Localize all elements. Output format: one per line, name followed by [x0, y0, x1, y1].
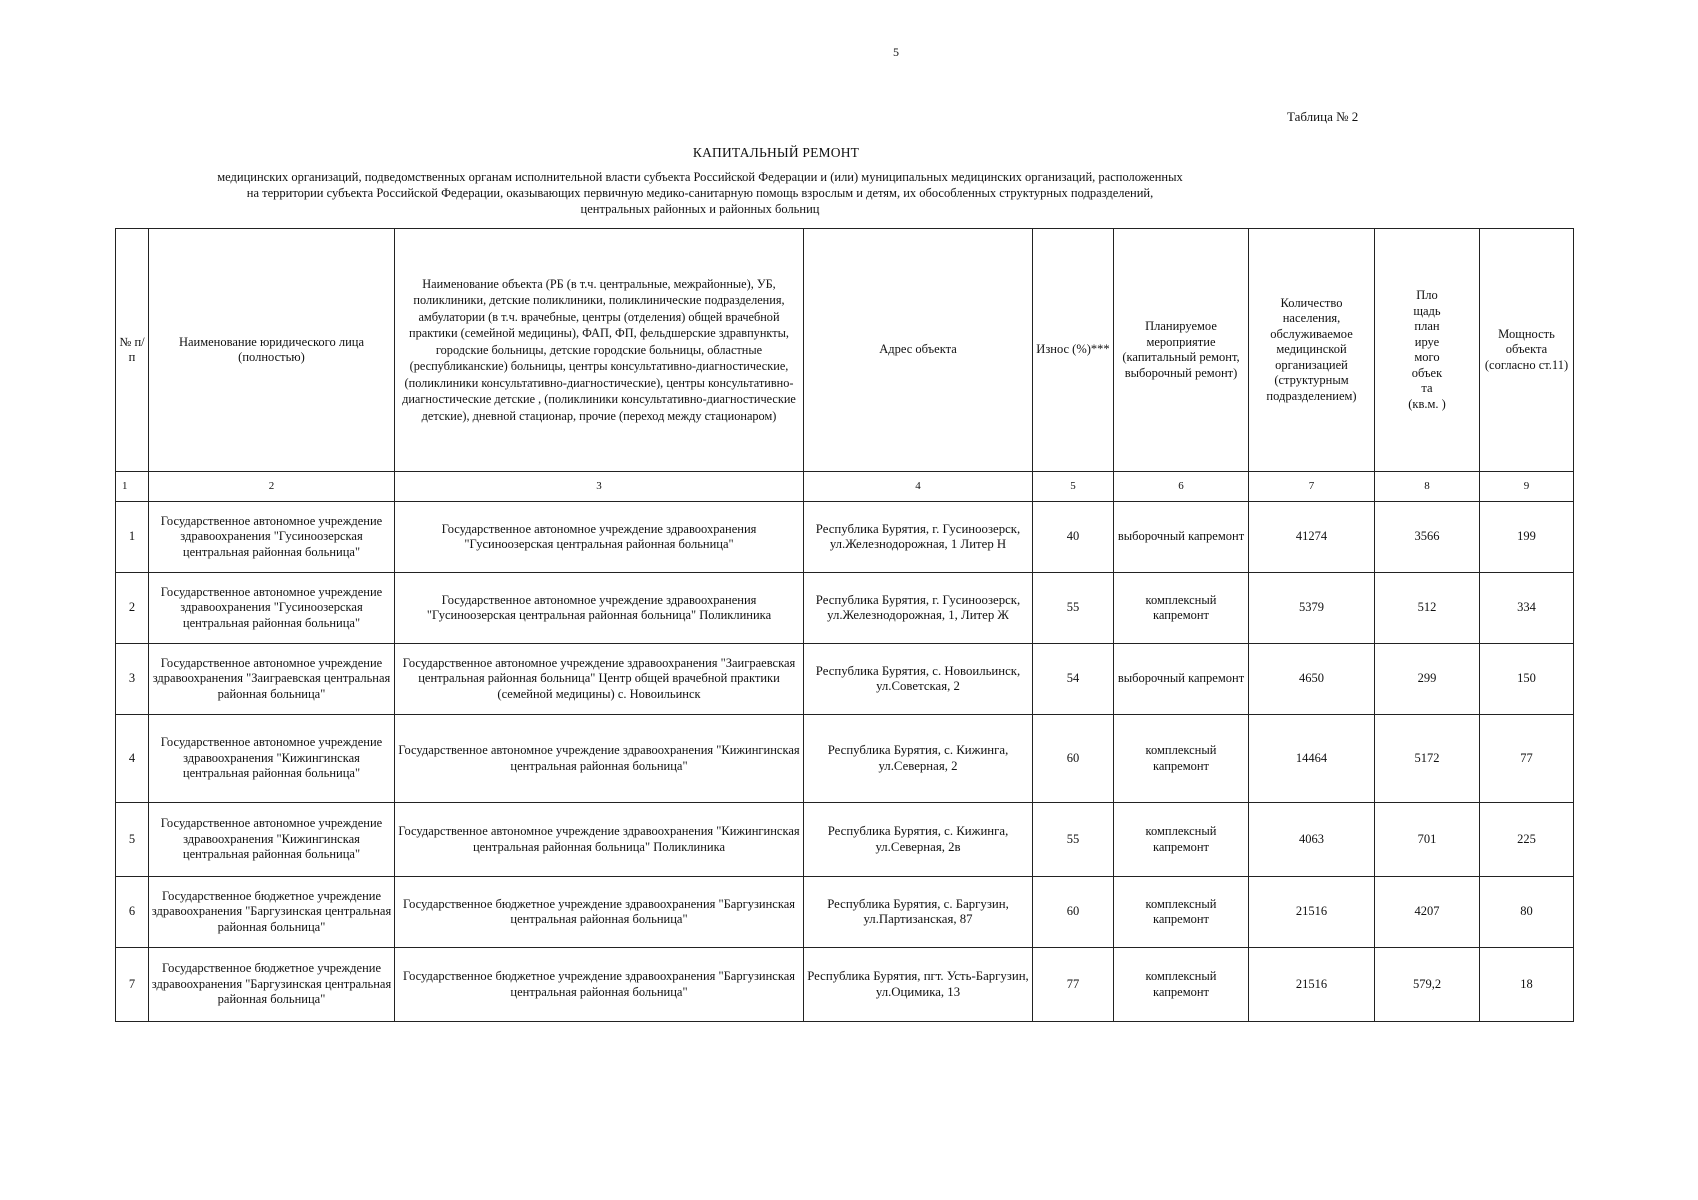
wear-cell: 77: [1033, 948, 1114, 1022]
address-cell: Республика Бурятия, с. Кижинга, ул.Северная, 2: [804, 715, 1033, 803]
population-cell: 21516: [1249, 877, 1375, 948]
legal-entity-cell: Государственное автономное учреждение здравоохранения "Кижингинская центральная районная больница": [149, 803, 395, 877]
capacity-cell: 199: [1480, 502, 1574, 573]
population-cell: 41274: [1249, 502, 1375, 573]
column-number: 1: [116, 472, 149, 502]
header-cell: Наименование юридического лица (полностью): [149, 229, 395, 472]
population-cell: 21516: [1249, 948, 1375, 1022]
wear-cell: 60: [1033, 715, 1114, 803]
wear-cell: 40: [1033, 502, 1114, 573]
object-name-cell: Государственное автономное учреждение здравоохранения "Заиграевская центральная районная больница" Центр общей врачебной практики (семейной медицины) с. Новоильинск: [395, 644, 804, 715]
measure-cell: выборочный капремонт: [1114, 644, 1249, 715]
address-cell: Республика Бурятия, г. Гусиноозерск, ул.Железнодорожная, 1, Литер Ж: [804, 573, 1033, 644]
legal-entity-cell: Государственное автономное учреждение здравоохранения "Гусиноозерская центральная районная больница": [149, 502, 395, 573]
column-number: 4: [804, 472, 1033, 502]
area-cell: 701: [1375, 803, 1480, 877]
table-row: [116, 644, 1574, 715]
column-number-row: [116, 472, 1574, 502]
row-number: 5: [116, 803, 149, 877]
legal-entity-cell: Государственное автономное учреждение здравоохранения "Заиграевская центральная районная больница": [149, 644, 395, 715]
document-title: КАПИТАЛЬНЫЙ РЕМОНТ: [692, 145, 860, 160]
header-cell: Износ (%)***: [1033, 229, 1114, 472]
row-number: 4: [116, 715, 149, 803]
object-name-cell: Государственное автономное учреждение здравоохранения "Гусиноозерская центральная районная больница": [395, 502, 804, 573]
table-row: [116, 573, 1574, 644]
capacity-cell: 225: [1480, 803, 1574, 877]
legal-entity-cell: Государственное бюджетное учреждение здравоохранения "Баргузинская центральная районная больница": [149, 877, 395, 948]
population-cell: 4650: [1249, 644, 1375, 715]
address-cell: Республика Бурятия, пгт. Усть-Баргузин, ул.Оцимика, 13: [804, 948, 1033, 1022]
table-row: [116, 877, 1574, 948]
wear-cell: 55: [1033, 803, 1114, 877]
legal-entity-cell: Государственное автономное учреждение здравоохранения "Гусиноозерская центральная районная больница": [149, 573, 395, 644]
table-row: [116, 502, 1574, 573]
row-number: 1: [116, 502, 149, 573]
header-cell: Мощность объекта (согласно ст.11): [1480, 229, 1574, 472]
object-name-cell: Государственное автономное учреждение здравоохранения "Кижингинская центральная районная больница" Поликлиника: [395, 803, 804, 877]
row-number: 3: [116, 644, 149, 715]
capacity-cell: 77: [1480, 715, 1574, 803]
area-cell: 4207: [1375, 877, 1480, 948]
column-number: 7: [1249, 472, 1375, 502]
area-cell: 512: [1375, 573, 1480, 644]
measure-cell: комплексный капремонт: [1114, 877, 1249, 948]
column-number: 6: [1114, 472, 1249, 502]
measure-cell: комплексный капремонт: [1114, 948, 1249, 1022]
wear-cell: 55: [1033, 573, 1114, 644]
column-number: 3: [395, 472, 804, 502]
header-cell: № п/п: [116, 229, 149, 472]
population-cell: 4063: [1249, 803, 1375, 877]
row-number: 2: [116, 573, 149, 644]
capacity-cell: 150: [1480, 644, 1574, 715]
column-number: 9: [1480, 472, 1574, 502]
table-row: [116, 715, 1574, 803]
object-name-cell: Государственное бюджетное учреждение здравоохранения "Баргузинская центральная районная больница": [395, 877, 804, 948]
table-label: Таблица № 2: [1287, 109, 1359, 124]
subtitle-line: на территории субъекта Российской Федерации, оказывающих первичную медико-санитарную помощь взрослым и детям, их обособленных структурных подразделений,: [246, 186, 1154, 200]
legal-entity-cell: Государственное бюджетное учреждение здравоохранения "Баргузинская центральная районная больница": [149, 948, 395, 1022]
capacity-cell: 18: [1480, 948, 1574, 1022]
object-name-cell: Государственное автономное учреждение здравоохранения "Кижингинская центральная районная больница": [395, 715, 804, 803]
wear-cell: 60: [1033, 877, 1114, 948]
capital-repair-table: [115, 228, 1574, 1022]
object-name-cell: Государственное бюджетное учреждение здравоохранения "Баргузинская центральная районная больница": [395, 948, 804, 1022]
table-row: [116, 803, 1574, 877]
population-cell: 5379: [1249, 573, 1375, 644]
header-cell: Наименование объекта (РБ (в т.ч. центральные, межрайонные), УБ, поликлиники, детские поликлиники, поликлинические подразделения, амбулатории (в т.ч. врачебные, центры (отделения) общей врачебной практики (семейной медицины), ФАП, ФП, фельдшерские здравпункты, городские больницы, детские городские больницы, областные (республиканские) больницы, центры консультативно-диагностические, (поликлиники консультативно-диагностические), центры консультативно-диагностические детские , (поликлиники консультативно-диагностические детские), дневной стационар, прочие (переход между стационаром): [395, 229, 804, 472]
header-cell: Планируемое мероприятие (капитальный ремонт, выборочный ремонт): [1114, 229, 1249, 472]
legal-entity-cell: Государственное автономное учреждение здравоохранения "Кижингинская центральная районная больница": [149, 715, 395, 803]
area-cell: 5172: [1375, 715, 1480, 803]
column-number: 8: [1375, 472, 1480, 502]
wear-cell: 54: [1033, 644, 1114, 715]
subtitle-line: центральных районных и районных больниц: [580, 202, 820, 216]
page-number: 5: [893, 45, 899, 59]
population-cell: 14464: [1249, 715, 1375, 803]
measure-cell: комплексный капремонт: [1114, 715, 1249, 803]
area-cell: 299: [1375, 644, 1480, 715]
address-cell: Республика Бурятия, с. Кижинга, ул.Северная, 2в: [804, 803, 1033, 877]
area-cell: 3566: [1375, 502, 1480, 573]
measure-cell: выборочный капремонт: [1114, 502, 1249, 573]
header-cell: Количество населения, обслуживаемое медицинской организацией (структурным подразделением): [1249, 229, 1375, 472]
column-number: 5: [1033, 472, 1114, 502]
measure-cell: комплексный капремонт: [1114, 573, 1249, 644]
column-number: 2: [149, 472, 395, 502]
address-cell: Республика Бурятия, г. Гусиноозерск, ул.Железнодорожная, 1 Литер Н: [804, 502, 1033, 573]
capacity-cell: 334: [1480, 573, 1574, 644]
area-cell: 579,2: [1375, 948, 1480, 1022]
address-cell: Республика Бурятия, с. Баргузин, ул.Партизанская, 87: [804, 877, 1033, 948]
address-cell: Республика Бурятия, с. Новоильинск, ул.Советская, 2: [804, 644, 1033, 715]
header-row: [116, 229, 1574, 472]
row-number: 6: [116, 877, 149, 948]
measure-cell: комплексный капремонт: [1114, 803, 1249, 877]
header-cell: Адрес объекта: [804, 229, 1033, 472]
header-cell: Пло щадь план ируе мого объек та (кв.м. ): [1375, 229, 1480, 472]
table-row: [116, 948, 1574, 1022]
subtitle-line: медицинских организаций, подведомственных органам исполнительной власти субъекта Российской Федерации и (или) муниципальных медицинских организаций, расположенных: [217, 170, 1183, 184]
row-number: 7: [116, 948, 149, 1022]
object-name-cell: Государственное автономное учреждение здравоохранения "Гусиноозерская центральная районная больница" Поликлиника: [395, 573, 804, 644]
document-subtitle: [150, 169, 1250, 217]
capacity-cell: 80: [1480, 877, 1574, 948]
